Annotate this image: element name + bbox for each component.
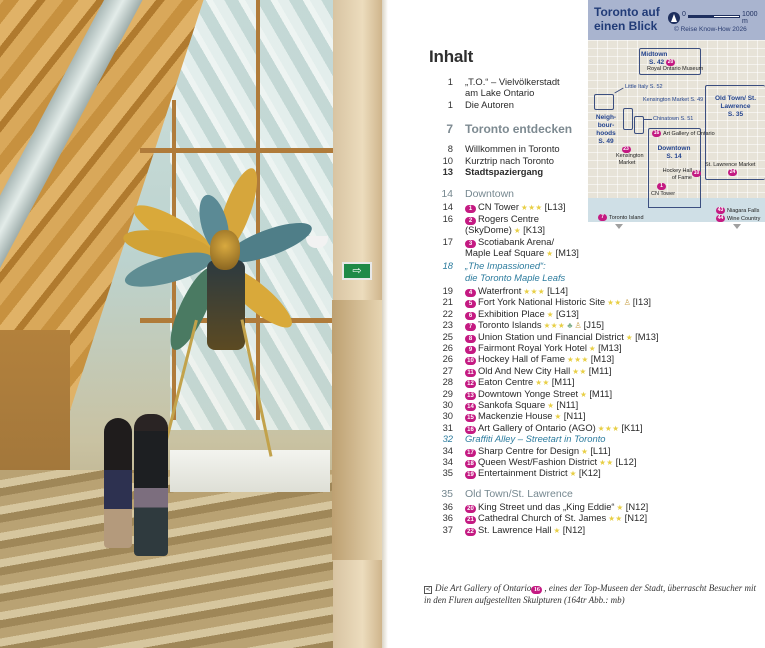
toc-entry[interactable] [429,236,759,247]
nature-icon: ♣ [567,321,573,331]
arrow-left-icon: < [425,586,431,593]
page-number: 35 [442,467,453,479]
entry-title: 12 Eaton Centre ★★ [M11] [465,376,574,388]
section-title: Toronto entdecken [465,122,573,137]
map-pin-ago[interactable]: 16 [653,130,660,136]
grid-ref: [M11] [588,364,612,376]
toc-entry[interactable] [429,99,759,110]
map-header [588,0,765,40]
poi-badge: 5 [465,300,476,308]
entry-title: 20 King Street und das „King Eddie“ ★ [N12] [465,501,648,513]
entry-title: „The Impassioned“: [465,260,546,272]
star-rating-icon: ★★★ [523,287,546,297]
page-number: 28 [442,376,453,388]
gallery-photo [0,0,382,648]
poi-badge: 11 [465,369,476,377]
toc-entry[interactable] [429,399,759,410]
grid-ref: [M13] [635,330,659,342]
grid-ref: [G13] [555,307,579,319]
page-number: 31 [442,421,453,433]
toc-entry[interactable] [429,512,759,523]
star-rating-icon: ★★ [608,514,623,524]
star-rating-icon: ★ [546,309,554,319]
star-rating-icon: ★★★ [597,423,620,433]
page-number: 22 [442,307,453,319]
poi-badge: 9 [465,346,476,354]
map-pin-toronto-island[interactable]: 7 [598,214,607,221]
subsection-title: Old Town/St. Lawrence [465,487,573,500]
page-number: 19 [442,285,453,297]
entry-title: (SkyDome) ★ [K13] [465,224,546,236]
grid-ref: [N11] [556,398,579,410]
entry-title: 10 Hockey Hall of Fame ★★★ [M13] [465,353,614,365]
page-number: 18 [442,260,453,272]
toc-entry[interactable] [429,501,759,512]
star-rating-icon: ★★ [535,378,550,388]
caption-text: , eines der Top-Museen der Stadt, überrascht Besucher mit in den Fluren aufgestellten Skulpturen (164tr Abb.: mb) [424,583,756,605]
north-arrow-icon [668,12,680,24]
label-cn-tower: CN Tower [651,191,676,197]
map-pin-niagara[interactable]: 43 [717,207,724,213]
grid-ref: [L13] [544,201,566,213]
star-rating-icon: ★ [581,446,589,456]
window-mullion [140,148,335,153]
label-kensington: Kensington Market S. 49 [643,97,704,103]
toc-entry[interactable] [429,308,759,319]
page-number: 30 [442,398,453,410]
entry-title: Willkommen in Toronto [465,143,560,155]
page-number: 34 [442,455,453,467]
entry-title: 3 Scotiabank Arena/ [465,236,554,248]
label-st-lawrence-market: St. Lawrence Market [705,162,756,168]
toc-entry[interactable] [429,456,759,467]
entry-title: 11 Old And New City Hall ★★ [M11] [465,365,611,377]
grid-ref: [M13] [598,342,622,354]
poi-badge: 10 [465,357,476,365]
entry-title: 21 Cathedral Church of St. James ★★ [N12] [465,512,647,524]
page-number: 10 [442,154,453,166]
page-number: 30 [442,410,453,422]
toc-entry[interactable] [429,331,759,342]
entry-title: 1 CN Tower ★★★ [L13] [465,201,566,213]
page-number: 13 [442,165,453,177]
toc-entry[interactable] [429,524,759,535]
grid-ref: [M13] [555,246,579,258]
star-rating-icon: ★ [554,412,562,422]
entry-title: Die Autoren [465,98,514,110]
entry-title: 17 Sharp Centre for Design ★ [L11] [465,445,610,457]
feather-sculpture [112,160,312,330]
map-title [594,5,664,33]
grid-ref: [N12] [562,523,586,535]
map-pin-rom[interactable]: 20 [667,59,674,65]
grid-ref: [M13] [590,353,615,365]
map-title-line1: Toronto auf [594,5,660,19]
toc-entry[interactable] [429,467,759,478]
label-kensington-market: 23 Kensington Market [616,146,644,166]
page-number: 23 [442,319,453,331]
page-number: 14 [441,188,453,201]
entry-title: am Lake Ontario [465,87,535,99]
star-rating-icon: ★ [616,502,624,512]
map-copyright: © Reise Know-How 2026 [674,26,747,33]
label-little-italy: Little Italy S. 52 [625,84,663,90]
page-number: 25 [442,330,453,342]
toc-entry[interactable] [429,445,759,456]
toc-entry[interactable] [429,422,759,433]
star-rating-icon: ★★ [607,298,622,308]
star-rating-icon: ★★★ [520,203,543,213]
page-number: 32 [442,433,453,445]
region-old-town-label: Old Town/ St. Lawrence S. 35 [714,95,757,118]
star-rating-icon: ★★★ [567,355,589,365]
star-rating-icon: ★ [553,525,561,535]
grid-ref: [N11] [563,410,586,422]
grid-ref: [K11] [621,421,643,433]
page-number: 17 [442,235,453,247]
entry-title: Stadtspaziergang [465,165,544,177]
grid-ref: [N12] [625,500,649,512]
toc-entry[interactable] [429,143,759,154]
star-rating-icon: ★★ [599,457,614,467]
toc-entry[interactable] [429,87,759,98]
toc-feature-entry[interactable] [429,260,759,271]
toc-entry[interactable] [429,166,759,177]
map-pin-kensington[interactable]: 23 [623,146,629,152]
toc-entry[interactable] [429,365,759,376]
label-royal-ontario-museum: Royal Ontario Museum [647,66,704,72]
wooden-floor [0,470,382,648]
entry-title: 6 Exhibition Place ★ [G13] [465,308,579,320]
entry-title: die Toronto Maple Leafs [465,271,566,283]
grid-ref: [J15] [583,319,604,331]
grid-ref: [I13] [632,296,652,308]
entry-title: 22 St. Lawrence Hall ★ [N12] [465,524,585,536]
poi-badge: 4 [465,289,476,297]
star-rating-icon: ★ [547,400,555,410]
exit-sign-icon: ⇨ [342,262,372,280]
child-friendly-icon: ♙ [623,298,631,308]
toc-entry-continued[interactable] [429,224,759,235]
sculpture-plinth [170,450,330,492]
entry-title: 4 Waterfront ★★★ [L14] [465,285,568,297]
poi-badge: 3 [465,240,476,248]
toc-section-toronto-entdecken[interactable] [429,119,759,139]
toc-entry[interactable] [429,155,759,166]
grid-ref: [L12] [615,455,637,467]
map-title-line2: einen Blick [594,19,658,33]
grid-ref: [K12] [578,467,601,479]
entry-title: 15 Mackenzie House ★ [N11] [465,410,585,422]
toc-title: Inhalt [429,47,474,66]
scale-start: 0 [682,11,686,18]
subsection-title: Downtown [465,188,515,201]
page-number: 35 [441,487,453,500]
toc-subsection-downtown[interactable] [429,188,759,201]
page-number: 27 [442,364,453,376]
toc-entry[interactable] [429,410,759,421]
star-rating-icon: ★ [546,248,554,258]
entry-title: 18 Queen West/Fashion District ★★ [L12] [465,456,636,468]
entry-title: „T.O.“ – Vielvölkerstadt [465,76,560,87]
child-friendly-icon: ♙ [574,321,582,331]
photo-caption [424,582,759,606]
toc-entry[interactable] [429,201,759,212]
page-number: 29 [442,387,453,399]
star-rating-icon: ★★★ [543,321,566,331]
poi-badge: 20 [465,505,476,513]
toc-entry[interactable] [429,319,759,330]
toc-entry[interactable] [429,388,759,399]
page-number: 34 [442,444,453,456]
poi-badge: 17 [465,449,476,457]
grid-ref: [M11] [551,376,575,388]
label-wine-country: 44 Wine Country [717,215,761,222]
poi-badge: 8 [465,335,476,343]
toc-entry[interactable] [429,76,759,87]
toc-entry-continued[interactable] [429,247,759,258]
star-rating-icon: ★★ [572,366,587,376]
page-number: 36 [442,512,453,524]
entry-title: 14 Sankofa Square ★ [N11] [465,399,578,411]
page-number: 7 [446,122,453,137]
entry-title: 9 Fairmont Royal York Hotel ★ [M13] [465,342,622,354]
page-number: 36 [442,500,453,512]
entry-title: 2 Rogers Centre [465,213,539,225]
star-rating-icon: ★ [580,389,588,399]
page-number: 1 [447,76,453,87]
region-neighbourhoods-label: Neigh-bour-hoods S. 49 [595,114,617,145]
page-number: 8 [447,143,453,155]
star-rating-icon: ★ [513,226,522,236]
region-downtown-label: Downtown S. 14 [657,145,691,160]
poi-badge: 13 [465,392,476,400]
poi-badge: 16 [531,586,542,594]
grid-ref: [L11] [590,444,611,456]
page-number: 26 [442,353,453,365]
entry-title: 13 Downtown Yonge Street ★ [M11] [465,388,612,400]
grid-ref: [K13] [523,224,546,236]
page-number: 16 [442,212,453,224]
wall-column-lower [332,300,382,560]
label-niagara: 43 Niagara Falls [717,207,760,214]
page-number: 26 [442,342,453,354]
poi-badge: 18 [465,460,476,468]
page-number: 21 [442,296,453,308]
toc-entry[interactable] [429,296,759,307]
poi-badge: 7 [465,323,476,331]
entry-title: 7 Toronto Islands ★★★ ♣ ♙ [J15] [465,319,604,331]
entry-title: Kurztrip nach Toronto [465,154,554,166]
page-number: 1 [447,98,453,110]
entry-title: 16 Art Gallery of Ontario (AGO) ★★★ [K11] [465,422,643,434]
sculpture-face [210,230,240,270]
page-number: 14 [442,201,453,213]
toc-entry[interactable] [429,213,759,224]
label-toronto-island: 7 Toronto Island [598,214,644,221]
scale-bar [688,15,740,18]
poi-badge: 2 [465,217,476,225]
toc-entry[interactable] [429,342,759,353]
entry-title: 8 Union Station und Financial District ★ [M13] [465,331,659,343]
poi-badge: 22 [465,528,476,536]
grid-ref: [L14] [547,285,568,297]
page-number: 37 [442,523,453,535]
toc-feature-entry[interactable] [429,433,759,444]
label-ago: 16 Art Gallery of Ontario [653,130,715,137]
entry-title: 19 Entertainment District ★ [K12] [465,467,601,479]
map-pin-hockey-hall[interactable]: 10 [693,170,700,176]
label-chinatown: Chinatown S. 51 [653,116,694,122]
label-hockey-hall: Hockey Hall of Fame [662,168,692,181]
grid-ref: [N12] [624,512,648,524]
poi-badge: 19 [465,471,476,479]
scale-end: 1000 m [742,11,758,25]
map-pin-cn-tower[interactable]: 1 [657,183,666,190]
star-rating-icon: ★ [588,344,597,354]
entry-title: Maple Leaf Square ★ [M13] [465,246,579,258]
map-pin-st-lawrence[interactable]: 24 [729,169,736,175]
toc-entry[interactable] [429,376,759,387]
region-midtown-label: Midtown S. 42 20 [641,51,674,67]
poi-badge: 12 [465,380,476,388]
poi-badge: 16 [465,426,476,434]
map-pin-wine[interactable]: 44 [717,215,724,221]
star-rating-icon: ★ [625,332,634,342]
poi-badge: 21 [465,516,476,524]
visitor [104,418,132,548]
star-rating-icon: ★ [569,469,577,479]
toc-entry[interactable] [429,285,759,296]
toc-feature-entry-continued[interactable] [429,272,759,283]
poi-badge: 14 [465,403,476,411]
entry-title: 5 Fort York National Historic Site ★★ ♙ [I13] [465,296,651,308]
table-of-contents [429,76,759,535]
caption-text: Die Art Gallery of Ontario [435,583,532,593]
toc-entry[interactable] [429,353,759,364]
page-gutter [382,0,388,648]
poi-badge: 6 [465,312,476,320]
visitor [134,414,168,556]
poi-badge: 15 [465,414,476,422]
toc-subsection-old-town[interactable] [429,488,759,501]
poi-badge: 1 [465,205,476,213]
grid-ref: [M11] [589,387,613,399]
entry-title: Graffiti Alley – Streetart in Toronto [465,433,606,445]
